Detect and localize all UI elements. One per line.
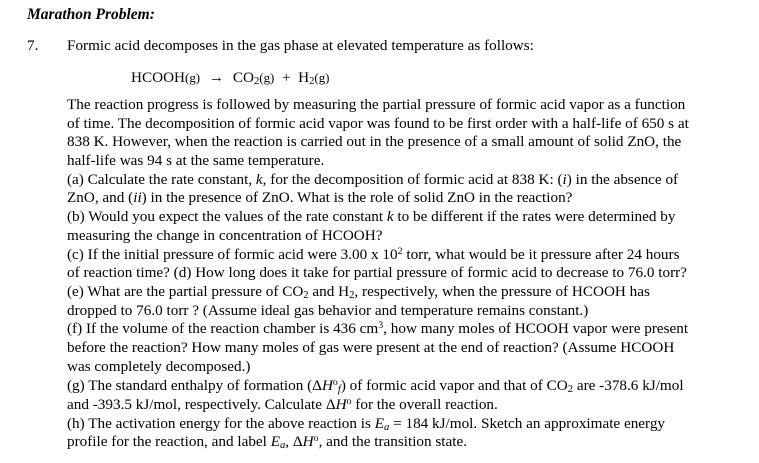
part-e-line-2: dropped to 76.0 torr ? (Assume ideal gas behavior and temperature remains constant.) [67,301,589,319]
product2-formula: H [298,69,310,86]
part-e-line-1: (e) What are the partial pressure of $CO_2$ and $H_2$, respectively, when the pressure of HCOOH has [67,282,650,301]
part-c-d-line-2: of reaction time? (d) How long does it take for partial pressure of formic acid to decrease to 76.0 torr? [67,264,687,282]
part-c-line-1: (c) If the initial pressure of formic acid were 3.00 x $10^2$ torr, what would be it pressure after 24 hours [67,245,680,263]
reactant-state: (g) [185,70,201,85]
part-h-line-1: (h) The activation energy for the above reaction is $E_a = 184$ kJ/mol. Sketch an approximate energy [67,414,666,433]
text-line: of time. The decomposition of formic acid vapor was found to be first order with a half-life of 650 s at [67,114,689,132]
part-g-line-2: and -393.5 kJ/mol, respectively. Calculate $\Delta H^o$ for the overall reaction. [67,396,498,413]
part-a-line-2: ZnO, and (ii) in the presence of ZnO. What is the role of solid ZnO in the reaction? [67,189,573,207]
part-b-line-2: measuring the change in concentration of HCOOH? [67,226,383,244]
product1-state: (g) [259,70,275,85]
part-f-line-1: (f) If the volume of the reaction chamber is 436 $cm^3$, how many moles of HCOOH vapor were present [67,320,689,338]
product1-subscript: 2 [253,76,260,88]
part-h-line-2: profile for the reaction, and label $E_a$, $\Delta H^o$, and the transition state. [67,433,468,452]
chemical-equation [131,69,329,88]
product1-formula: CO [232,69,254,86]
text-line: 838 K. However, when the reaction is carried out in the presence of a small amount of solid ZnO, the [67,133,682,151]
part-f-line-3: was completely decomposed.) [67,357,251,375]
reactant-formula: HCOOH [131,69,186,86]
reaction-arrow: → [208,69,225,86]
section-heading: Marathon Problem: [27,6,155,23]
part-f-line-2: before the reaction? How many moles of gas were present at the end of reaction? (Assume HCOOH [67,338,675,356]
part-a-line-1: (a) Calculate the rate constant, k, for the decomposition of formic acid at 838 K: (i) in the absence of [67,170,679,188]
part-g-line-1: (g) The standard enthalpy of formation $(\Delta H^o_f)$ of formic acid vapor and that of $CO_2$ are -378.6 kJ/mol [67,377,684,396]
plus-sign: + [281,69,291,86]
part-b-line-1: (b) Would you expect the values of the rate constant k to be different if the rates were determined by [67,208,676,226]
text-line: The reaction progress is followed by measuring the partial pressure of formic acid vapor as a function [67,96,686,113]
question-intro: Formic acid decomposes in the gas phase at elevated temperature as follows: [67,37,534,54]
question-number: 7. [27,37,39,54]
product2-subscript: 2 [309,76,315,88]
product2-state: (g) [314,70,330,85]
problem-body [67,96,757,452]
text-line: half-life was 94 s at the same temperature. [67,152,325,170]
